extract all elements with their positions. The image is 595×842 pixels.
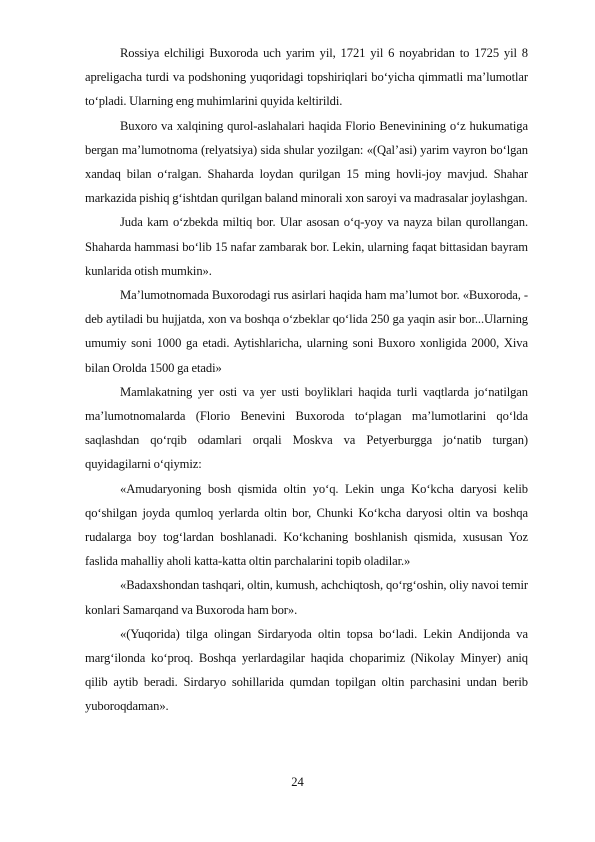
- paragraph-bukhara-weapons: Buxoro va xalqining qurol-aslahalari haqida Florio Benevinining o‘z hukumatiga bergan ma’lumotnoma (relyatsiya) sida shular yozilgan: «(Qal’asi) yarim vayron bo‘lgan xandaq bilan o‘ralgan. Shaharda loydan qurilgan 15 ming hovli-joy mavjud. Shahar markazida pishiq g‘ishtdan qurilgan baland minorali xon saroyi va madrasalar joylashgan.: [85, 118, 528, 206]
- page-number: 24: [291, 775, 304, 789]
- paragraph-syrdarya-gold: «(Yuqorida) tilga olingan Sirdaryoda oltin topsa bo‘ladi. Lekin Andijonda va marg‘ilonda ko‘proq. Boshqa yerlardagilar haqida choparimiz (Nikolay Minyer) aniq qilib aytib beradi. Sirdaryo sohillarida qumdan topilgan oltin parchasini undan berib yuboroqdaman».: [85, 626, 528, 714]
- paragraph-badakhshan-mines: «Badaxshondan tashqari, oltin, kumush, achchiqtosh, qo‘rg‘oshin, oliy navoi temir konlari Samarqand va Buxoroda ham bor».: [85, 578, 528, 617]
- paragraph-natural-resources: Mamlakatning yer osti va yer usti boyliklari haqida turli vaqtlarda jo‘natilgan ma’lumotnomalarda (Florio Benevini Buxoroda to‘plagan ma’lumotlarini qo‘lda saqlashdan qo‘rqib odamlari orqali Moskva va Petyerburgga jo‘natib turgan) quyidagilarni o‘qiymiz:: [85, 384, 528, 472]
- paragraph-russian-captives: Ma’lumotnomada Buxorodagi rus asirlari haqida ham ma’lumot bor. «Buxoroda, -deb aytiladi bu hujjatda, xon va boshqa o‘zbeklar qo‘lida 250 ga yaqin asir bor...Ularning umumiy soni 1000 ga etadi. Aytishlaricha, ularning soni Buxoro xonligida 2000, Xiva bilan Orolda 1500 ga etadi»: [85, 288, 528, 375]
- body-text: [85, 41, 528, 719]
- paragraph-uzbek-arms: Juda kam o‘zbekda miltiq bor. Ular asosan o‘q-yoy va nayza bilan qurollangan. Shaharda hammasi bo‘lib 15 nafar zambarak bor. Lekin, ularning faqat bittasidan bayram kunlarida otish mumkin».: [85, 215, 528, 278]
- paragraph-embassy-stay: Rossiya elchiligi Buxoroda uch yarim yil, 1721 yil 6 noyabridan to 1725 yil 8 apreligacha turdi va podshoning yuqoridagi topshiriqlari bo‘yicha qimmatli ma’lumotlar to‘pladi. Ularning eng muhimlarini quyida keltirildi.: [85, 46, 528, 109]
- paragraph-amudarya-gold: «Amudaryoning bosh qismida oltin yo‘q. Lekin unga Ko‘kcha daryosi kelib qo‘shilgan joyda qumloq yerlarda oltin bor, Chunki Ko‘kcha daryosi oltin va boshqa rudalarga boy tog‘lardan boshlanadi. Ko‘kchaning boshlanish qismida, xususan Yoz faslida mahalliy aholi katta-katta oltin parchalarini topib oladilar.»: [85, 481, 528, 569]
